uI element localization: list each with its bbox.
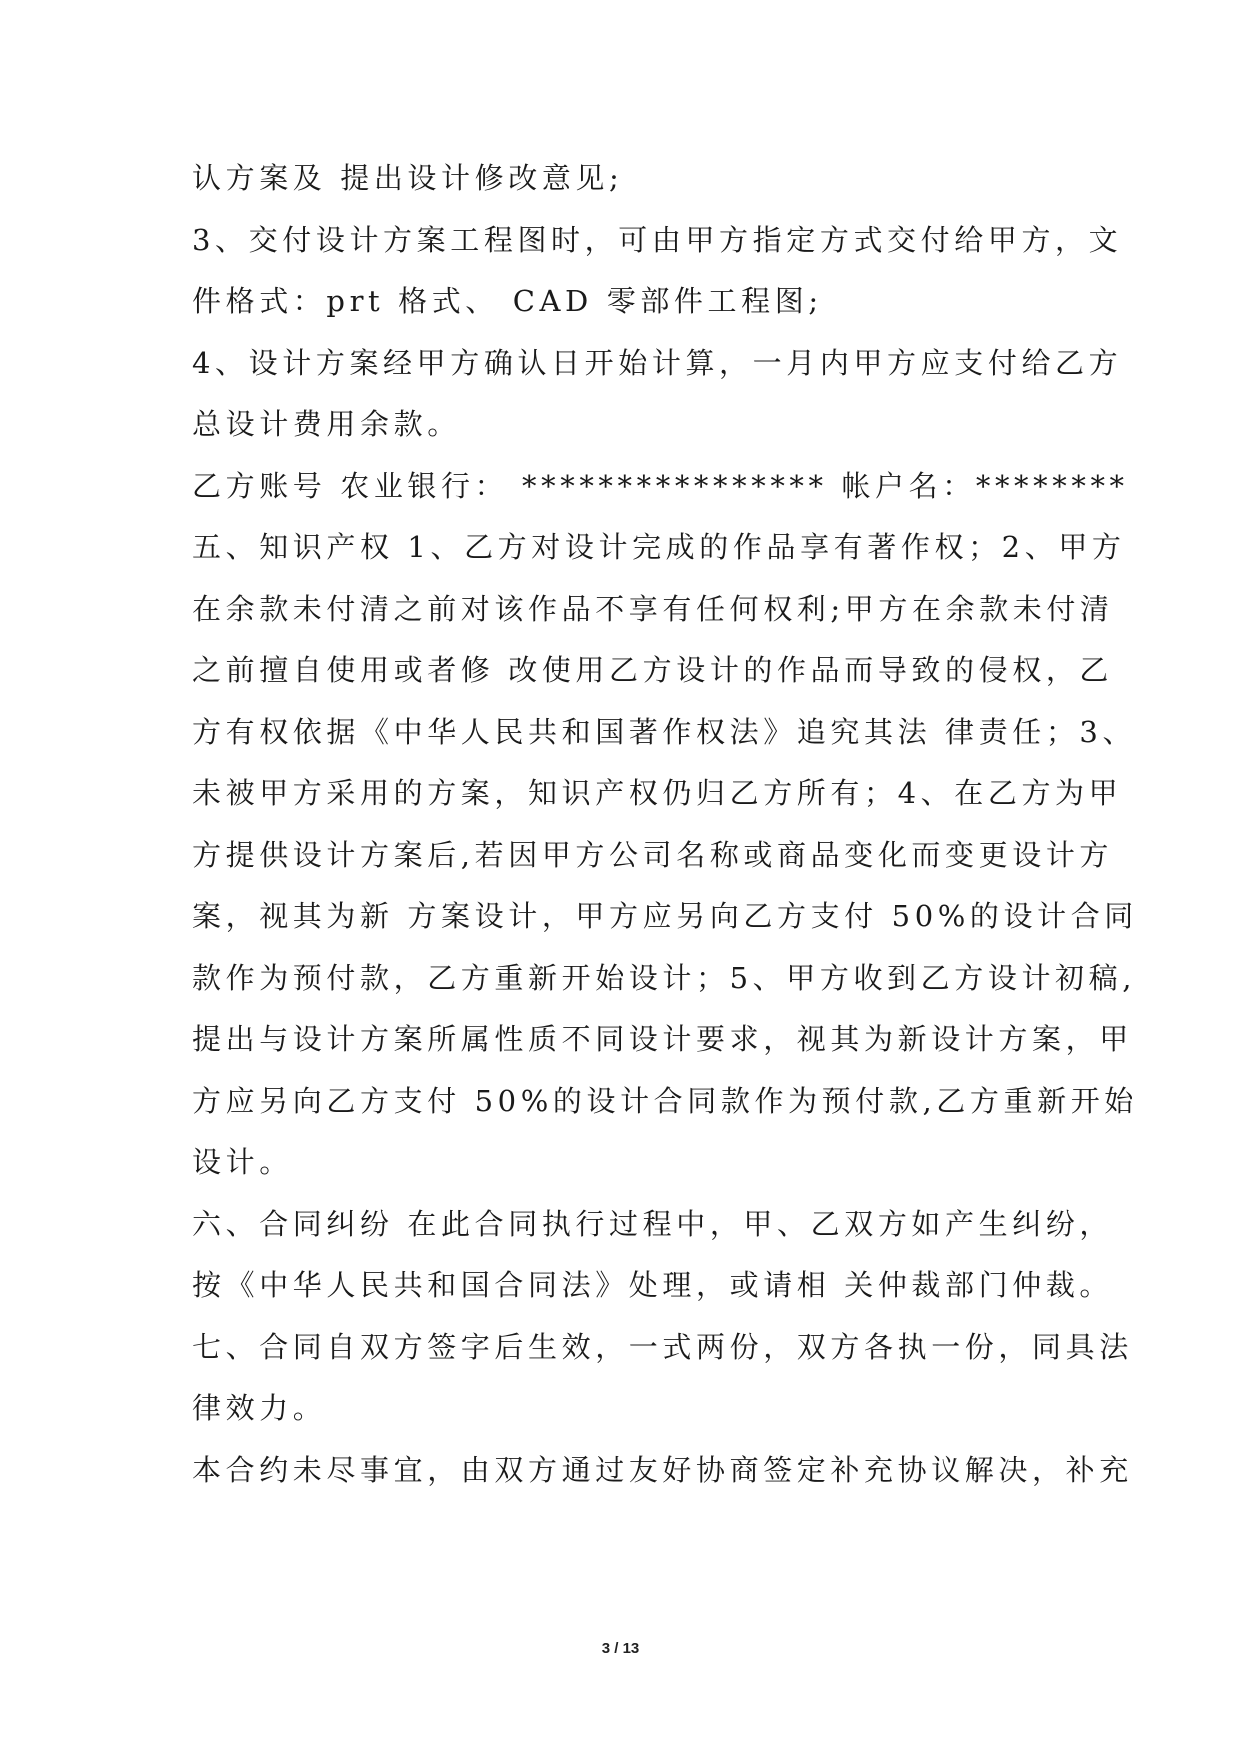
text-line: 案，视其为新 方案设计，甲方应另向乙方支付 50%的设计合同 (192, 899, 1138, 933)
text-line: 4、设计方案经甲方确认日开始计算，一月内甲方应支付给乙方 (192, 345, 1123, 380)
text-line: 方应另向乙方支付 50%的设计合同款作为预付款,乙方重新开始 (192, 1083, 1138, 1118)
text-line: 在余款未付清之前对该作品不享有任何权利;甲方在余款未付清 (192, 591, 1114, 626)
text-line: 律效力。 (192, 1391, 327, 1425)
text-line: 本合约未尽事宜，由双方通过友好协商签定补充协议解决，补充 (192, 1452, 1133, 1487)
section-heading-effectiveness: 七、合同自双方签字后生效，一式两份，双方各执一份，同具法 (192, 1329, 1133, 1364)
text-line: 按《中华人民共和国合同法》处理，或请相 关仲裁部门仲裁。 (192, 1268, 1114, 1302)
text-line: 款作为预付款，乙方重新开始设计；5、甲方收到乙方设计初稿, (192, 960, 1137, 995)
text-line: 3、交付设计方案工程图时，可由甲方指定方式交付给甲方，文 (192, 222, 1123, 257)
text-line: 件格式：prt 格式、 CAD 零部件工程图; (192, 284, 823, 318)
text-line: 之前擅自使用或者修 改使用乙方设计的作品而导致的侵权，乙 (192, 653, 1114, 687)
page-number: 3 / 13 (601, 1640, 640, 1657)
text-line: 设计。 (192, 1145, 293, 1179)
text-line: 认方案及 提出设计修改意见; (192, 161, 624, 195)
bank-account-line: 乙方账号 农业银行： **************** 帐户名：******** (192, 468, 1129, 503)
text-line: 未被甲方采用的方案，知识产权仍归乙方所有；4、在乙方为甲 (192, 776, 1123, 810)
text-line: 方有权依据《中华人民共和国著作权法》追究其法 律责任；3、 (192, 714, 1137, 749)
text-line: 方提供设计方案后,若因甲方公司名称或商品变化而变更设计方 (192, 837, 1114, 872)
document-body (192, 158, 1138, 1511)
section-heading-contract-dispute: 六、合同纠纷 在此合同执行过程中，甲、乙双方如产生纠纷， (192, 1206, 1114, 1241)
text-line: 总设计费用余款。 (192, 407, 461, 441)
section-heading-intellectual-property: 五、知识产权 1、乙方对设计完成的作品享有著作权；2、甲方 (192, 530, 1126, 564)
text-line: 提出与设计方案所属性质不同设计要求，视其为新设计方案，甲 (192, 1022, 1133, 1056)
